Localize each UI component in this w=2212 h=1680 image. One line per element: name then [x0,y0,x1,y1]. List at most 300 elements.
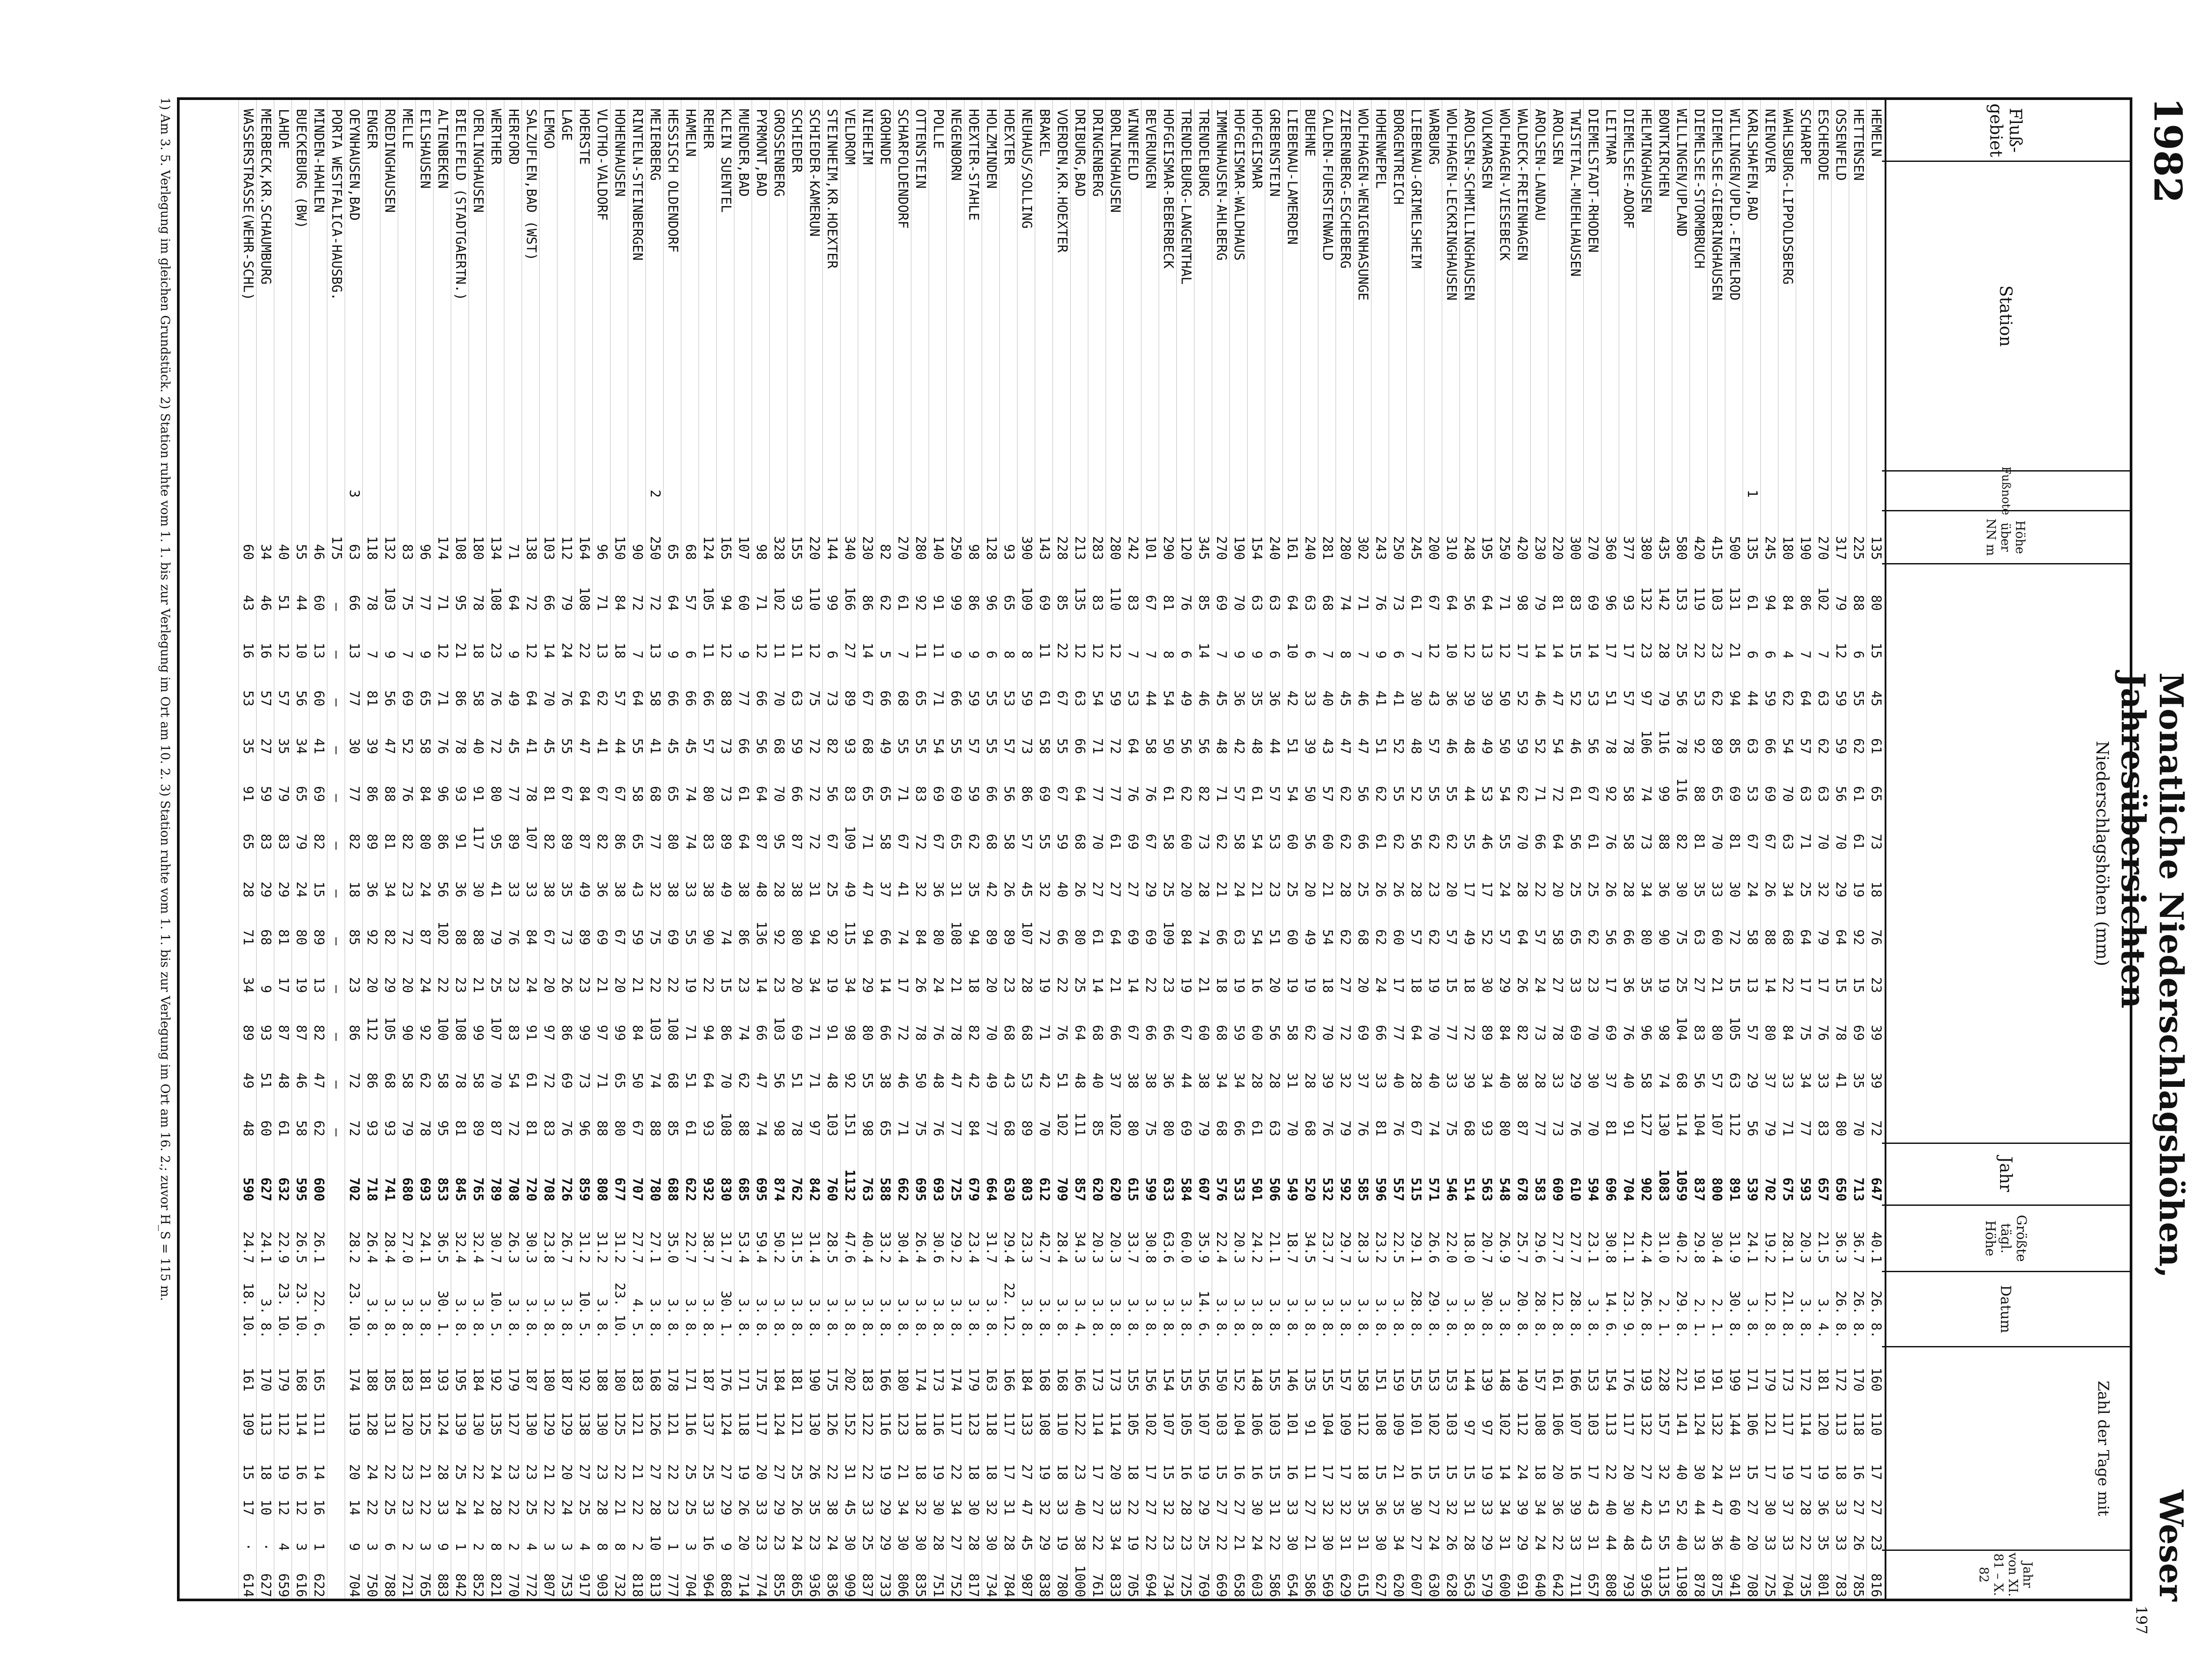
days-snowcover: 28 [1001,1534,1017,1551]
days-01: 190 [806,1367,822,1392]
station-name: POLLE [930,109,946,149]
month-value: 61 [1160,786,1176,802]
days-snowcover: 10 [647,1534,663,1551]
station-elevation: 228 [1054,536,1070,560]
max-daily: 26.5 [293,1231,309,1263]
month-value: 28 [771,881,787,898]
month-value: 110 [1107,587,1123,611]
max-daily: 47.6 [842,1231,857,1263]
month-value: 89 [718,833,733,850]
month-value: 86 [1797,595,1813,611]
month-value: 58 [435,1072,450,1089]
station-elevation: 93 [1001,544,1017,560]
month-value: 23 [1709,642,1724,659]
table-row [787,100,805,1599]
max-date: 26. 8. [1851,1290,1866,1339]
year-total: 695 [753,1177,769,1201]
month-value: 53 [1744,786,1760,802]
station-elevation: 290 [1160,536,1176,560]
month-value: 11 [930,642,946,659]
days-01: 153 [1585,1367,1601,1392]
month-value: 62 [1214,833,1229,850]
month-value: 47 [576,738,592,754]
month-value: 12 [1090,642,1105,659]
month-value: 35 [1249,690,1264,706]
month-value: 17 [1514,642,1530,659]
month-value: 69 [1178,1120,1194,1136]
days-10: 103 [1585,1412,1601,1436]
days-01: 153 [1444,1367,1459,1392]
station-name: OERLINGHAUSEN [470,109,486,213]
table-row [469,100,487,1599]
hydro-year-total: 818 [630,1573,645,1597]
station-name: BRAKEL [1037,109,1052,157]
days-10: 114 [1090,1412,1105,1436]
month-value: 23 [736,977,751,993]
station-name: HOHENHAUSEN [612,109,627,197]
max-date: 3. 8. [1214,1298,1229,1339]
month-value: 103 [1709,587,1724,611]
month-value: 76 [1320,1120,1335,1136]
month-value: 21 [1249,881,1264,898]
month-value: 9 [736,650,751,659]
month-value: 50 [630,1072,645,1089]
month-value: 71 [1497,595,1512,611]
station-name: SALZUFLEN,BAD (WST) [523,109,539,261]
month-value: 83 [258,833,273,850]
month-value: – [329,698,344,706]
days-snow: 22 [506,1499,521,1515]
days-100: 19 [276,1464,291,1480]
month-value: 58 [293,1120,309,1136]
month-value: 68 [1461,1120,1477,1136]
station-name: LAGE [559,109,574,141]
max-daily: 27.7 [630,1231,645,1263]
month-value: 72 [1727,929,1742,945]
month-value: – [329,1032,344,1041]
hydro-year-total: 808 [1603,1573,1618,1597]
days-10: 106 [1550,1412,1565,1436]
station-elevation: 242 [1125,536,1141,560]
month-value: 78 [453,1072,468,1089]
month-value: 75 [1674,929,1689,945]
month-value: 81 [1160,595,1176,611]
days-100: 24 [488,1464,503,1480]
month-value: 80 [1868,595,1884,611]
days-100: 17 [1320,1464,1335,1480]
year-total: 763 [860,1177,875,1201]
days-snow: 30 [1249,1499,1264,1515]
year-total: 622 [683,1177,698,1201]
station-elevation: 150 [612,536,627,560]
month-value: 93 [453,786,468,802]
days-snowcover: 19 [1125,1534,1141,1551]
max-date: 3. 8. [417,1298,433,1339]
days-snow: 36 [1373,1499,1388,1515]
table-row [929,100,947,1599]
max-daily: 29.1 [1408,1231,1424,1263]
table-row [1813,100,1832,1599]
river-label: Weser [2152,1490,2190,1601]
max-date: 3. 8. [683,1298,698,1339]
days-100: 22 [382,1464,397,1480]
days-01: 191 [1691,1367,1707,1392]
days-snowcover: 8 [488,1542,503,1551]
month-value: 72 [647,595,663,611]
days-snowcover: · [258,1542,273,1551]
max-date: 3. 8. [594,1298,610,1339]
days-100: 17 [1001,1464,1017,1480]
hydro-year-total: 753 [559,1573,574,1597]
days-01: 179 [276,1367,291,1392]
hydro-year-total: 627 [1373,1573,1388,1597]
month-value: 61 [1107,833,1123,850]
days-10: 118 [913,1412,928,1436]
max-date: 4. 5. [630,1298,645,1339]
days-10: 120 [399,1412,415,1436]
month-value: 84 [417,786,433,802]
month-value: 108 [665,1016,680,1041]
max-daily: 20.3 [1090,1231,1105,1263]
month-value: 62 [1373,929,1388,945]
month-value: 32 [1815,881,1831,898]
days-01: 157 [1337,1367,1353,1392]
days-100: 19 [1037,1464,1052,1480]
days-100: 15 [1160,1464,1176,1480]
max-daily: 35.9 [1196,1231,1211,1263]
table-row [699,100,717,1599]
month-value: 89 [1479,1024,1494,1041]
month-value: 17 [1603,977,1618,993]
table-row [539,100,557,1599]
month-value: 71 [594,595,610,611]
month-value: 84 [630,1024,645,1041]
month-value: 80 [1833,1120,1848,1136]
month-value: 76 [1054,1024,1070,1041]
month-value: 75 [647,929,663,945]
month-value: 136 [753,921,769,945]
month-value: 36 [1231,690,1247,706]
days-01: 181 [417,1367,433,1392]
month-value: 35 [1851,1072,1866,1089]
month-value: 51 [1603,690,1618,706]
month-value: 76 [399,786,415,802]
days-01: 180 [541,1367,557,1392]
month-value: 64 [1408,1024,1424,1041]
days-snow: 29 [1196,1499,1211,1515]
hydro-year-total: 1000 [1072,1565,1087,1597]
month-value: 66 [1107,1024,1123,1041]
month-value: 70 [1585,1024,1601,1041]
month-value: 47 [382,738,397,754]
month-value: 35 [559,881,574,898]
month-value: 56 [1744,1120,1760,1136]
month-value: 95 [771,833,787,850]
days-01: 185 [382,1367,397,1392]
max-date: 3. 8. [665,1298,680,1339]
month-value: 68 [1090,1024,1105,1041]
station-elevation: 302 [1355,536,1371,560]
month-value: 24 [1497,881,1512,898]
month-value: 104 [1674,1016,1689,1041]
month-value: 35 [1638,977,1654,993]
month-value: 82 [399,833,415,850]
month-value: 63 [1744,738,1760,754]
days-01: 166 [877,1367,893,1392]
days-100: 18 [1355,1464,1371,1480]
month-value: 17 [1603,642,1618,659]
table-row [1866,100,1885,1599]
month-value: 45 [1019,881,1034,898]
max-date: 10. 5. [576,1290,592,1339]
days-snowcover: 28 [930,1534,946,1551]
days-01: 165 [311,1367,326,1392]
month-value: 88 [1762,929,1778,945]
max-date: 3. 8. [771,1298,787,1339]
table-row [982,100,1000,1599]
month-value: 34 [842,977,857,993]
max-date: 23. 10. [612,1282,627,1339]
max-date: 30. 1. [718,1290,733,1339]
month-value: 23 [1426,881,1441,898]
month-value: 67 [1426,595,1441,611]
days-100: 14 [1497,1464,1512,1480]
month-value: 13 [311,977,326,993]
month-value: 69 [1567,1024,1583,1041]
month-value: 69 [1037,786,1052,802]
days-100: 19 [930,1464,946,1480]
days-100: 16 [1178,1464,1194,1480]
max-date: 3. 8. [1337,1298,1353,1339]
month-value: 20 [1178,881,1194,898]
station-name: ESCHERODE [1815,109,1831,181]
days-10: 125 [612,1412,627,1436]
days-10: 132 [1638,1412,1654,1436]
month-value: 22 [1780,977,1795,993]
station-name: EILSHAUSEN [417,109,433,189]
station-name: VLOTHO-VALDORF [594,109,610,221]
month-value: 7 [1355,650,1371,659]
month-value: 54 [930,738,946,754]
month-value: 66 [700,690,716,706]
month-value: 20 [1267,977,1282,993]
month-value: 78 [1621,738,1636,754]
month-value: 55 [630,738,645,754]
month-value: 92 [824,929,840,945]
max-daily: 35.0 [665,1231,680,1263]
max-daily: 30.6 [930,1231,946,1263]
days-100: 27 [718,1464,733,1480]
table-row [1548,100,1566,1599]
month-value: 107 [1019,921,1034,945]
max-daily: 22.0 [1444,1231,1459,1263]
days-snow: 25 [382,1499,397,1515]
month-value: 54 [1090,690,1105,706]
month-value: 56 [1674,690,1689,706]
days-01: 149 [1514,1367,1530,1392]
year-total: 702 [346,1177,362,1201]
year-total: 874 [771,1177,787,1201]
month-value: 99 [824,595,840,611]
days-snow: 30 [930,1499,946,1515]
month-value: 45 [665,738,680,754]
month-value: 82 [311,833,326,850]
month-value: 21 [948,977,964,993]
station-name: BUEHNE [1302,109,1317,157]
month-value: 71 [435,690,450,706]
month-value: 8 [1001,650,1017,659]
month-value: 12 [523,642,539,659]
month-value: 6 [1267,650,1282,659]
max-date: 22. 6. [311,1290,326,1339]
month-value: 70 [983,1024,999,1041]
days-10: 112 [1355,1412,1371,1436]
month-value: 72 [1037,929,1052,945]
station-name: WAHLSBURG-LIPPOLDSBERG [1780,109,1795,285]
month-value: 84 [1178,929,1194,945]
days-snow: 38 [824,1499,840,1515]
month-value: 92 [364,929,380,945]
days-01: 181 [789,1367,804,1392]
days-100: 19 [1780,1464,1795,1480]
month-value: 55 [983,690,999,706]
days-snowcover: 24 [789,1534,804,1551]
month-value: 68 [1001,1024,1017,1041]
station-name: HOLZMINDEN [983,109,999,189]
days-01: 199 [1727,1367,1742,1392]
month-value: 40 [1426,1072,1441,1089]
month-value: 54 [506,1072,521,1089]
days-10: 119 [346,1412,362,1436]
month-value: 73 [1390,595,1406,611]
days-10: 133 [1019,1412,1034,1436]
days-01: 173 [1107,1367,1123,1392]
year-total: 718 [364,1177,380,1201]
month-value: 40 [1621,1072,1636,1089]
hydro-year-total: 852 [470,1573,486,1597]
month-value: 58 [1231,833,1247,850]
max-date: 2. 1. [1709,1298,1724,1339]
days-snow: 29 [877,1499,893,1515]
hydro-year-total: 987 [1019,1573,1034,1597]
month-value: 106 [1638,730,1654,754]
days-snow: 33 [860,1499,875,1515]
days-snowcover: 2 [630,1542,645,1551]
month-value: 39 [1868,1024,1884,1041]
station-elevation: 415 [1709,536,1724,560]
month-value: 90 [1656,929,1671,945]
month-value: 74 [1638,786,1654,802]
month-value: 44 [1267,738,1282,754]
month-value: 26 [559,977,574,993]
year-total: 702 [1762,1177,1778,1201]
days-10: 135 [488,1412,503,1436]
month-value: 95 [435,1120,450,1136]
max-daily: 22.5 [1390,1231,1406,1263]
month-value: 70 [1090,833,1105,850]
station-name: HOHENWEPEL [1373,109,1388,189]
max-daily: 30.7 [488,1231,503,1263]
days-snowcover: 3 [559,1542,574,1551]
month-value: 13 [647,642,663,659]
table-row [415,100,434,1599]
hydro-year-total: 941 [1727,1573,1742,1597]
month-value: 33 [1780,1072,1795,1089]
max-daily: 18.0 [1461,1231,1477,1263]
month-value: 72 [346,1120,362,1136]
month-value: 99 [948,595,964,611]
days-snowcover: 9 [346,1542,362,1551]
hydro-year-total: 628 [1444,1573,1459,1597]
year-total: 609 [1550,1177,1565,1201]
month-value: 88 [1656,833,1671,850]
station-elevation: 213 [1072,536,1087,560]
month-value: 21 [594,977,610,993]
days-snowcover: 1 [665,1542,680,1551]
month-value: 96 [435,786,450,802]
days-10: 130 [470,1412,486,1436]
days-01: 174 [346,1367,362,1392]
hydro-year-total: 801 [1815,1573,1831,1597]
month-value: – [329,746,344,754]
month-value: 32 [1337,1072,1353,1089]
station-elevation: 55 [293,544,309,560]
month-value: 49 [1461,929,1477,945]
year-total: 845 [453,1177,468,1201]
year-total: 506 [1267,1177,1282,1201]
station-name: NIENOVER [1762,109,1778,173]
month-value: – [329,841,344,850]
days-100: 25 [789,1464,804,1480]
month-value: 66 [1160,1024,1176,1041]
month-value: 57 [1267,786,1282,802]
month-value: 58 [399,1072,415,1089]
month-value: 41 [594,738,610,754]
month-value: 64 [630,690,645,706]
month-value: 135 [1072,587,1087,611]
month-value: 89 [506,833,521,850]
month-value: 59 [966,786,981,802]
station-elevation: 270 [895,536,910,560]
month-value: 46 [1196,690,1211,706]
header-hydro-year: Jahr von XI. 81 – X. 82 [1977,1553,2035,1597]
month-value: 79 [1815,929,1831,945]
days-snowcover: 20 [736,1534,751,1551]
month-value: 61 [683,1120,698,1136]
month-value: 67 [630,1120,645,1136]
month-value: 112 [1727,1112,1742,1136]
table-row [1353,100,1371,1599]
month-value: 73 [824,690,840,706]
max-date: 3. 8. [541,1298,557,1339]
days-snow: 52 [1674,1499,1689,1515]
month-value: 73 [1550,1120,1565,1136]
month-value: 64 [1125,738,1141,754]
max-daily: 38.7 [700,1231,716,1263]
max-date: 29. 8. [1426,1290,1441,1339]
max-date: 3. 8. [1461,1298,1477,1339]
month-value: 69 [1214,595,1229,611]
hydro-year-total: 733 [877,1573,893,1597]
days-10: 130 [523,1412,539,1436]
station-name: KLEIN SUENTEL [718,109,733,213]
month-value: 75 [399,595,415,611]
days-snowcover: 21 [1302,1534,1317,1551]
table-row [1477,100,1495,1599]
month-value: 57 [1320,786,1335,802]
month-value: 11 [700,642,716,659]
month-value: 70 [541,690,557,706]
